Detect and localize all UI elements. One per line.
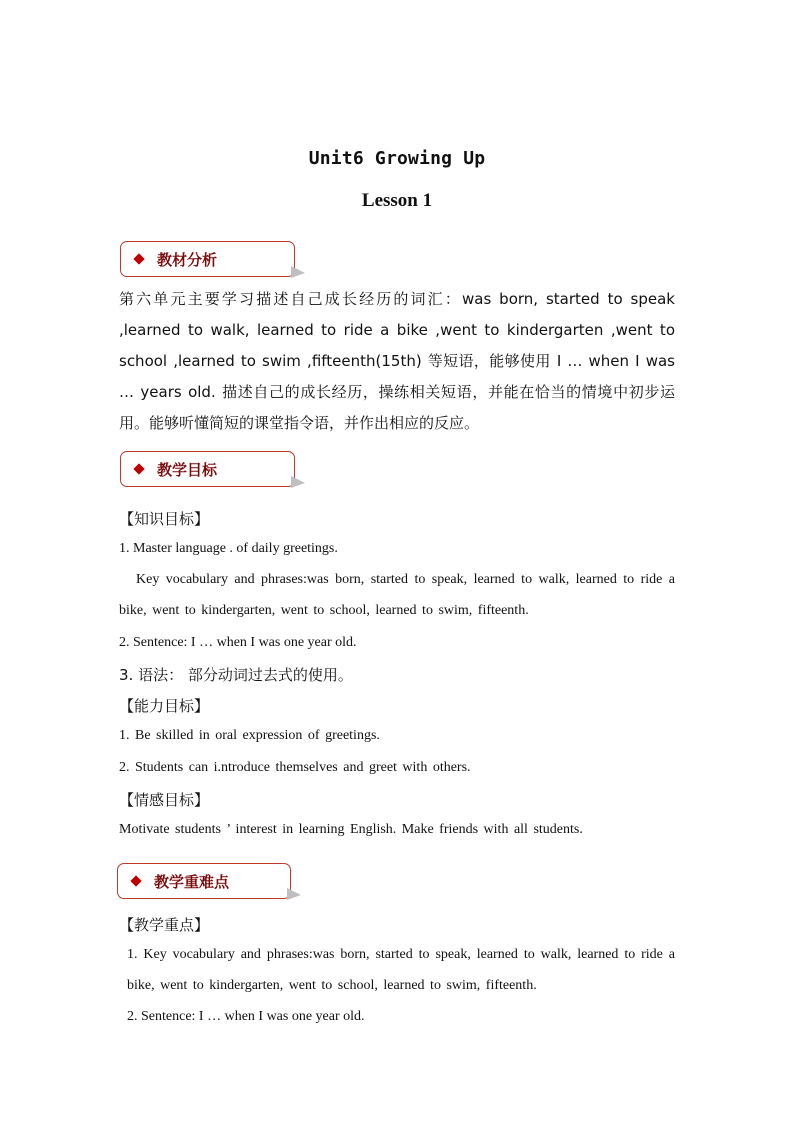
analysis-paragraph: 第六单元主要学习描述自己成长经历的词汇：was born, started to speak ,learned to walk, learned to ride a bike ,went to kindergarten ,went to school ,learned to swim ,fifteenth(15th) 等短语，能够使用 I … when I was … years old. 描述自己的成长经历，操练相关短语，并能在恰当的情境中初步运用。能够听懂简短的课堂指令语，并作出相应的反应。 [119,290,675,432]
tag-shadow-decoration [287,888,301,900]
tag-shadow-decoration [291,266,305,278]
key-point-item-1: 1. Key vocabulary and phrases:was born, started to speak, learned to walk, learned to ride a bike, went to kindergarten, went to school, learned to swim, fifteenth. [127,947,675,993]
knowledge-item-1-detail: Key vocabulary and phrases:was born, started to speak, learned to walk, learned to ride a bike, went to kindergarten, went to school, learned to swim, fifteenth. [119,572,675,618]
tag-shadow-decoration [291,476,305,488]
ability-heading: 【能力目标】 [119,697,210,715]
emotion-item-1: Motivate students ’ interest in learning English. Make friends with all students. [119,822,583,837]
unit-title: Unit6 Growing Up [308,148,486,169]
ability-item-2: 2. Students can i.ntroduce themselves and greet with others. [119,760,471,775]
knowledge-heading: 【知识目标】 [119,510,210,528]
section-tag-label: 教学目标 [157,461,218,479]
knowledge-item-3: 3. 语法： 部分动词过去式的使用。 [119,666,353,684]
section-tag-label: 教学重难点 [154,873,230,891]
section-tag-label: 教材分析 [157,251,218,269]
diamond-bullet-icon [133,463,144,474]
section-tag-objectives [120,451,295,487]
section-tag-analysis [120,241,295,277]
section-tag-key-points [117,863,291,899]
key-point-item-2: 2. Sentence: I … when I was one year old. [127,1009,365,1024]
emotion-heading: 【情感目标】 [119,791,210,809]
knowledge-item-1: 1. Master language . of daily greetings. [119,541,338,556]
diamond-bullet-icon [133,253,144,264]
key-points-heading: 【教学重点】 [119,916,210,934]
ability-item-1: 1. Be skilled in oral expression of greetings. [119,728,380,743]
diamond-bullet-icon [130,875,141,886]
lesson-title: Lesson 1 [361,190,433,211]
knowledge-item-2: 2. Sentence: I … when I was one year old. [119,635,357,650]
